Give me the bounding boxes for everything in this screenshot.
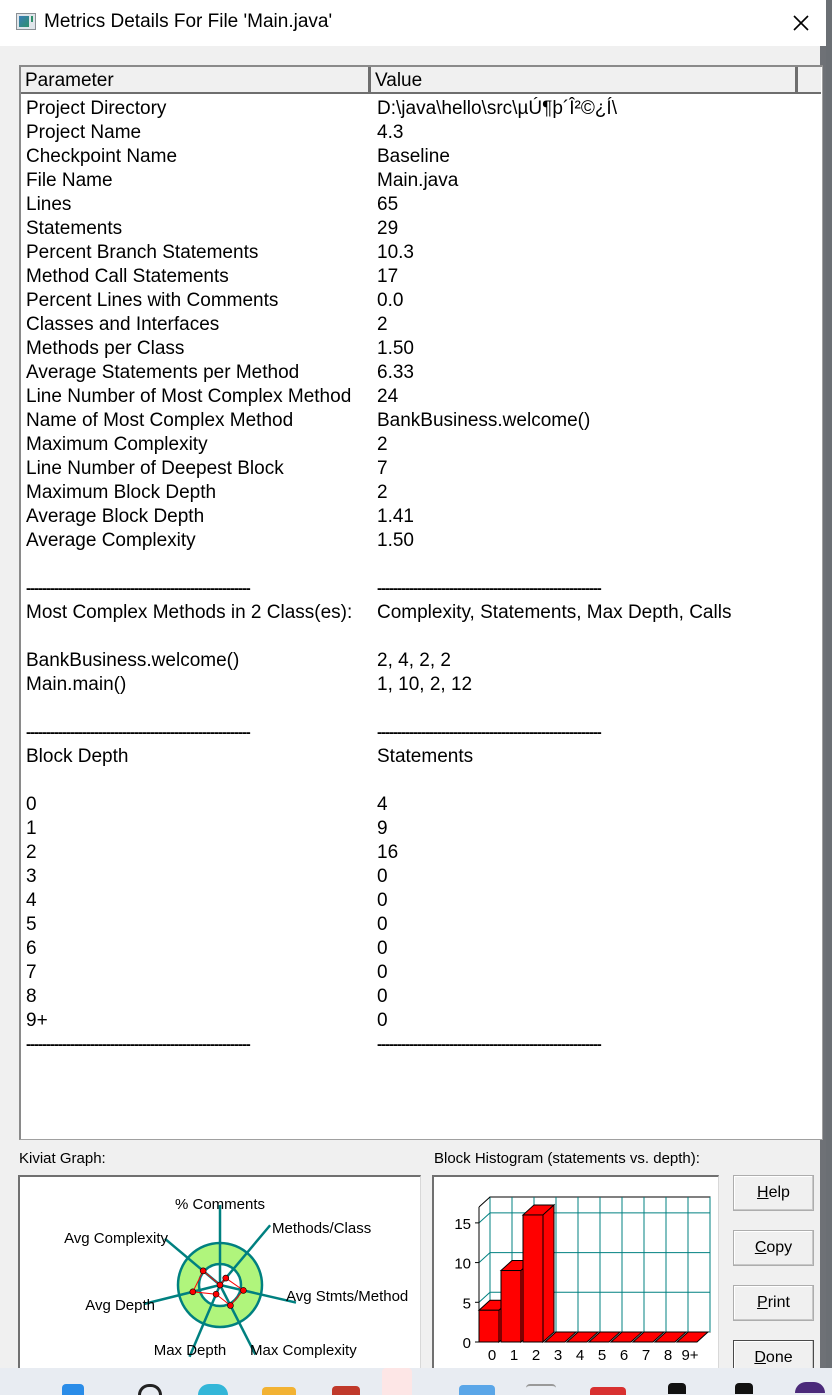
blank-row[interactable] — [26, 769, 816, 793]
methods-header-row[interactable] — [26, 601, 816, 625]
kiviat-axis-label: % Comments — [174, 1196, 266, 1213]
kiviat-point — [200, 1268, 206, 1274]
depth-row[interactable] — [26, 913, 816, 937]
value-cell: 10.3 — [377, 242, 414, 263]
metric-row[interactable] — [26, 289, 816, 313]
parameter-cell: Method Call Statements — [26, 266, 229, 287]
parameter-cell: Checkpoint Name — [26, 146, 178, 167]
histogram-x-tick-label: 4 — [575, 1347, 585, 1364]
parameter-cell: 7 — [26, 962, 37, 983]
value-cell: 2 — [377, 434, 388, 455]
parameter-cell: Maximum Complexity — [26, 434, 208, 455]
search-icon[interactable] — [138, 1384, 162, 1395]
parameter-cell: Classes and Interfaces — [26, 314, 220, 335]
parameter-cell: 0 — [26, 794, 37, 815]
value-cell: 1, 10, 2, 12 — [377, 674, 473, 695]
blank-row[interactable] — [26, 553, 816, 577]
parameter-cell: Percent Lines with Comments — [26, 290, 279, 311]
metric-row[interactable] — [26, 457, 816, 481]
parameter-cell: -------------------------------------------------------- — [26, 724, 250, 741]
depth-row[interactable] — [26, 817, 816, 841]
eclipse-icon[interactable] — [795, 1382, 825, 1393]
value-cell: 1.50 — [377, 338, 414, 359]
column-header-value[interactable]: Value — [371, 67, 798, 92]
histogram-y-tick-label: 0 — [462, 1335, 471, 1352]
value-cell: 0 — [377, 866, 388, 887]
metric-row[interactable] — [26, 409, 816, 433]
parameter-cell: Most Complex Methods in 2 Class(es): — [26, 602, 353, 623]
metric-row[interactable] — [26, 361, 816, 385]
depth-row[interactable] — [26, 961, 816, 985]
parameter-cell: Main.main() — [26, 674, 127, 695]
close-button[interactable] — [784, 6, 818, 40]
parameter-cell: 3 — [26, 866, 37, 887]
metric-row[interactable] — [26, 241, 816, 265]
copy-button[interactable] — [733, 1230, 814, 1266]
help-label: elp — [768, 1184, 790, 1201]
value-cell: 1.41 — [377, 506, 414, 527]
value-cell: 6.33 — [377, 362, 414, 383]
metric-row[interactable] — [26, 433, 816, 457]
value-cell: BankBusiness.welcome() — [377, 410, 591, 431]
kiviat-svg — [20, 1177, 421, 1368]
parameter-cell: Project Directory — [26, 98, 167, 119]
kiviat-axis-label: Avg Stmts/Method — [286, 1288, 409, 1305]
parameter-cell: -------------------------------------------------------- — [26, 1036, 250, 1053]
help-button[interactable] — [733, 1175, 814, 1211]
parameter-cell: 5 — [26, 914, 37, 935]
separator-row[interactable] — [26, 721, 816, 745]
metric-row[interactable] — [26, 265, 816, 289]
parameter-cell: 2 — [26, 842, 37, 863]
metric-row[interactable] — [26, 97, 816, 121]
metric-row[interactable] — [26, 217, 816, 241]
depth-row[interactable] — [26, 937, 816, 961]
kiviat-axis-label: Avg Depth — [85, 1297, 155, 1314]
parameter-cell: BankBusiness.welcome() — [26, 650, 240, 671]
parameter-cell: 9+ — [26, 1010, 48, 1031]
copy-label: opy — [766, 1239, 793, 1256]
metric-row[interactable] — [26, 169, 816, 193]
parameter-cell: 8 — [26, 986, 37, 1007]
value-cell: 0 — [377, 938, 388, 959]
histogram-y-tick-label: 10 — [454, 1255, 471, 1273]
histogram-x-tick-label: 9+ — [681, 1347, 699, 1364]
histogram-svg — [434, 1177, 719, 1368]
value-cell: 1.50 — [377, 530, 414, 551]
histogram-x-tick-label: 1 — [509, 1347, 519, 1364]
value-cell: 17 — [377, 266, 399, 287]
edge-icon[interactable] — [198, 1384, 228, 1395]
print-label: rint — [767, 1294, 790, 1311]
value-cell: Main.java — [377, 170, 459, 191]
depth-row[interactable] — [26, 985, 816, 1009]
histogram-x-tick-label: 7 — [641, 1347, 651, 1364]
histogram-x-tick-label: 8 — [663, 1347, 673, 1364]
metric-row[interactable] — [26, 505, 816, 529]
value-cell: 9 — [377, 818, 388, 839]
value-cell: 4 — [377, 794, 388, 815]
histogram-bar — [523, 1205, 554, 1342]
metric-row[interactable] — [26, 385, 816, 409]
parameter-cell: Methods per Class — [26, 338, 185, 359]
print-accel: P — [757, 1294, 768, 1311]
histogram-x-tick-label: 0 — [487, 1347, 497, 1364]
parameter-cell: 1 — [26, 818, 37, 839]
taskbar — [0, 1368, 832, 1395]
metric-row[interactable] — [26, 529, 816, 553]
parameter-cell: -------------------------------------------------------- — [26, 580, 250, 597]
parameter-cell: Block Depth — [26, 746, 129, 767]
value-cell: 0 — [377, 890, 388, 911]
done-accel: D — [754, 1349, 766, 1366]
value-cell: D:\java\hello\src\µÚ¶þ´Î²©¿Í\ — [377, 98, 617, 119]
parameter-cell: Percent Branch Statements — [26, 242, 259, 263]
value-cell: -------------------------------------------------------- — [377, 580, 601, 597]
value-cell: 16 — [377, 842, 399, 863]
parameter-cell: Name of Most Complex Method — [26, 410, 294, 431]
kiviat-point — [190, 1289, 196, 1295]
blank-row[interactable] — [26, 625, 816, 649]
kiviat-axis-label: Methods/Class — [272, 1220, 372, 1237]
value-cell: 2 — [377, 482, 388, 503]
parameter-cell: Lines — [26, 194, 72, 215]
metric-row[interactable] — [26, 145, 816, 169]
histogram-x-tick-label: 5 — [597, 1347, 607, 1364]
method-row[interactable] — [26, 673, 816, 697]
parameter-cell: Average Statements per Method — [26, 362, 300, 383]
value-cell: Complexity, Statements, Max Depth, Calls — [377, 602, 732, 623]
value-cell: -------------------------------------------------------- — [377, 724, 601, 741]
value-cell: 2 — [377, 314, 388, 335]
histogram-grid-diag — [479, 1292, 490, 1302]
kiviat-axis-label: Avg Complexity — [64, 1230, 168, 1247]
histogram-x-tick-label: 2 — [531, 1347, 541, 1364]
value-cell: 4.3 — [377, 122, 404, 143]
separator-row[interactable] — [26, 577, 816, 601]
metric-row[interactable] — [26, 313, 816, 337]
histogram-x-tick-label: 3 — [553, 1347, 563, 1364]
value-cell: 65 — [377, 194, 399, 215]
method-row[interactable] — [26, 649, 816, 673]
kiviat-point — [240, 1287, 246, 1293]
help-accel: H — [757, 1184, 769, 1201]
block-histogram-label: Block Histogram (statements vs. depth): — [434, 1150, 700, 1167]
value-cell: 0 — [377, 914, 388, 935]
parameter-cell: Statements — [26, 218, 123, 239]
window-title: Metrics Details For File 'Main.java' — [44, 11, 333, 32]
depth-row[interactable] — [26, 865, 816, 889]
kiviat-point — [227, 1302, 233, 1308]
histogram-y-tick-label: 15 — [454, 1215, 471, 1233]
column-header-filler — [798, 67, 821, 92]
kiviat-axis-label: Max Depth — [153, 1342, 227, 1359]
value-cell: -------------------------------------------------------- — [377, 1036, 601, 1053]
title-bar — [0, 0, 826, 46]
value-cell: 29 — [377, 218, 399, 239]
value-cell: 24 — [377, 386, 399, 407]
kiviat-point — [217, 1282, 223, 1288]
blank-row[interactable] — [26, 697, 816, 721]
value-cell: 0 — [377, 1010, 388, 1031]
list-rows — [26, 97, 816, 1057]
histogram-grid-diag — [479, 1253, 490, 1263]
app-icon-red[interactable] — [332, 1386, 360, 1395]
qq-icon[interactable] — [382, 1368, 412, 1395]
metric-row[interactable] — [26, 121, 816, 145]
value-cell: 0 — [377, 986, 388, 1007]
done-label: one — [765, 1349, 793, 1366]
metric-row[interactable] — [26, 481, 816, 505]
kiviat-point — [213, 1291, 219, 1297]
depth-row[interactable] — [26, 1009, 816, 1033]
histogram-y-tick-label: 5 — [462, 1295, 471, 1313]
value-cell: Statements — [377, 746, 474, 767]
block-histogram — [432, 1175, 719, 1368]
folder-icon[interactable] — [459, 1385, 495, 1395]
app-icon-dark-2[interactable] — [735, 1383, 753, 1394]
print-button[interactable] — [733, 1285, 814, 1321]
close-icon — [792, 14, 810, 32]
value-cell: 0 — [377, 962, 388, 983]
app-icon-dark-1[interactable] — [668, 1383, 686, 1394]
kiviat-graph — [18, 1175, 421, 1368]
depth-row[interactable] — [26, 841, 816, 865]
app-icon-red-2[interactable] — [590, 1387, 626, 1395]
parameter-cell: Line Number of Most Complex Method — [26, 386, 352, 407]
depth-row[interactable] — [26, 889, 816, 913]
histogram-grid-diag — [479, 1213, 490, 1223]
depth-row[interactable] — [26, 793, 816, 817]
start-icon[interactable] — [62, 1384, 84, 1395]
file-explorer-icon[interactable] — [262, 1387, 296, 1395]
value-cell: 7 — [377, 458, 388, 479]
depth-header-row[interactable] — [26, 745, 816, 769]
metrics-list[interactable] — [19, 65, 823, 1140]
column-header-parameter[interactable]: Parameter — [21, 67, 371, 92]
histogram-x-tick-label: 6 — [619, 1347, 629, 1364]
parameter-cell: Project Name — [26, 122, 142, 143]
parameter-cell: File Name — [26, 170, 113, 191]
snipping-tool-icon[interactable] — [526, 1384, 556, 1395]
value-cell: Baseline — [377, 146, 450, 167]
kiviat-graph-label: Kiviat Graph: — [19, 1150, 106, 1167]
value-cell: 2, 4, 2, 2 — [377, 650, 451, 671]
parameter-cell: 4 — [26, 890, 37, 911]
parameter-cell: Maximum Block Depth — [26, 482, 217, 503]
parameter-cell: Average Block Depth — [26, 506, 205, 527]
histogram-y-axis-top — [479, 1197, 490, 1207]
value-cell: 0.0 — [377, 290, 404, 311]
app-icon — [16, 13, 36, 30]
parameter-cell: 6 — [26, 938, 37, 959]
copy-accel: C — [754, 1239, 767, 1256]
list-header — [21, 67, 821, 94]
parameter-cell: Line Number of Deepest Block — [26, 458, 284, 479]
separator-row[interactable] — [26, 1033, 816, 1057]
kiviat-axis-label: Max Complexity — [250, 1342, 357, 1359]
metric-row[interactable] — [26, 193, 816, 217]
kiviat-point — [223, 1275, 229, 1281]
metric-row[interactable] — [26, 337, 816, 361]
parameter-cell: Average Complexity — [26, 530, 196, 551]
